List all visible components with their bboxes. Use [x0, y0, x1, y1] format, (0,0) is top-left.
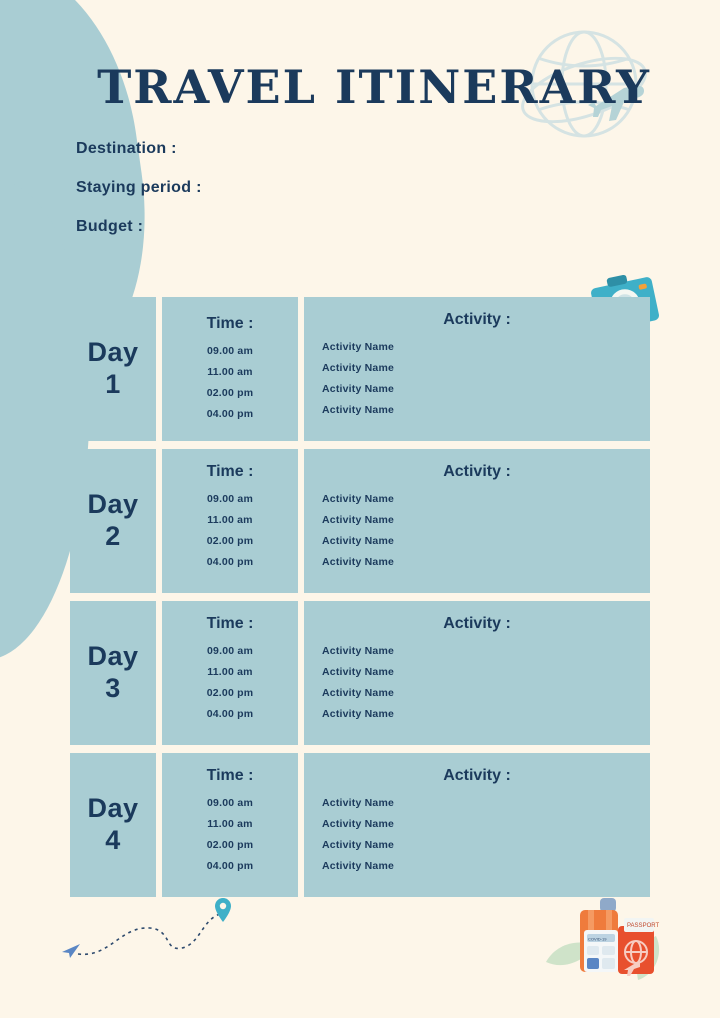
day-label-cell — [70, 601, 156, 745]
day-word: Day — [87, 641, 139, 672]
time-header: Time : — [206, 767, 254, 784]
travel-path-illustration — [60, 896, 260, 976]
activity-value[interactable]: Activity Name — [322, 666, 395, 678]
day-word: Day — [87, 489, 139, 520]
passport-label: PASSPORT — [627, 923, 660, 929]
activity-value[interactable]: Activity Name — [322, 535, 395, 547]
time-value[interactable]: 09.00 am — [207, 493, 253, 505]
table-row — [70, 449, 650, 593]
activity-value[interactable]: Activity Name — [322, 514, 395, 526]
form-fields — [76, 140, 202, 257]
time-value[interactable]: 09.00 am — [207, 645, 253, 657]
table-row — [70, 601, 650, 745]
time-cell — [162, 753, 298, 897]
time-value[interactable]: 11.00 am — [207, 366, 253, 378]
time-value[interactable]: 02.00 pm — [206, 535, 254, 547]
activity-value[interactable]: Activity Name — [322, 341, 395, 353]
activity-value[interactable]: Activity Name — [322, 556, 395, 568]
activity-cell — [304, 297, 650, 441]
time-value[interactable]: 02.00 pm — [206, 687, 254, 699]
itinerary-table — [70, 297, 650, 905]
time-value[interactable]: 02.00 pm — [206, 387, 254, 399]
table-row — [70, 297, 650, 441]
time-header: Time : — [206, 463, 254, 480]
activity-value[interactable]: Activity Name — [322, 645, 395, 657]
time-header: Time : — [206, 615, 254, 632]
page-title: TRAVEL ITINERARY — [97, 60, 651, 114]
activity-header: Activity : — [443, 767, 511, 784]
day-number: 2 — [105, 521, 121, 551]
activity-value[interactable]: Activity Name — [322, 860, 395, 872]
activity-header: Activity : — [443, 615, 511, 632]
activity-value[interactable]: Activity Name — [322, 797, 395, 809]
time-value[interactable]: 11.00 am — [207, 818, 253, 830]
map-pin-icon — [215, 898, 231, 922]
field-destination[interactable]: Destination : — [76, 140, 177, 157]
activity-value[interactable]: Activity Name — [322, 818, 395, 830]
activity-cell — [304, 753, 650, 897]
time-value[interactable]: 02.00 pm — [206, 839, 254, 851]
field-budget[interactable]: Budget : — [76, 218, 144, 235]
activity-value[interactable]: Activity Name — [322, 404, 395, 416]
activity-value[interactable]: Activity Name — [322, 493, 395, 505]
day-number: 1 — [105, 369, 121, 399]
day-word: Day — [87, 337, 139, 368]
time-value[interactable]: 09.00 am — [207, 345, 253, 357]
activity-value[interactable]: Activity Name — [322, 839, 395, 851]
table-row — [70, 753, 650, 897]
time-value[interactable]: 04.00 pm — [206, 860, 254, 872]
activity-value[interactable]: Activity Name — [322, 687, 395, 699]
day-number: 3 — [105, 673, 121, 703]
activity-value[interactable]: Activity Name — [322, 708, 395, 720]
time-cell — [162, 449, 298, 593]
day-word: Day — [87, 793, 139, 824]
activity-value[interactable]: Activity Name — [322, 383, 395, 395]
time-value[interactable]: 11.00 am — [207, 666, 253, 678]
field-staying-period[interactable]: Staying period : — [76, 179, 202, 196]
activity-header: Activity : — [443, 311, 511, 328]
day-label-cell — [70, 753, 156, 897]
time-value[interactable]: 11.00 am — [207, 514, 253, 526]
time-value[interactable]: 04.00 pm — [206, 408, 254, 420]
luggage-icon — [538, 890, 668, 990]
activity-value[interactable]: Activity Name — [322, 362, 395, 374]
covid-label: COVID-19 — [588, 936, 607, 942]
day-label-cell — [70, 297, 156, 441]
day-number: 4 — [105, 825, 121, 855]
activity-cell — [304, 601, 650, 745]
day-label-cell — [70, 449, 156, 593]
time-header: Time : — [206, 315, 254, 332]
time-cell — [162, 601, 298, 745]
activity-header: Activity : — [443, 463, 511, 480]
time-value[interactable]: 04.00 pm — [206, 708, 254, 720]
time-value[interactable]: 09.00 am — [207, 797, 253, 809]
time-value[interactable]: 04.00 pm — [206, 556, 254, 568]
activity-cell — [304, 449, 650, 593]
paper-plane-icon — [62, 944, 80, 958]
time-cell — [162, 297, 298, 441]
